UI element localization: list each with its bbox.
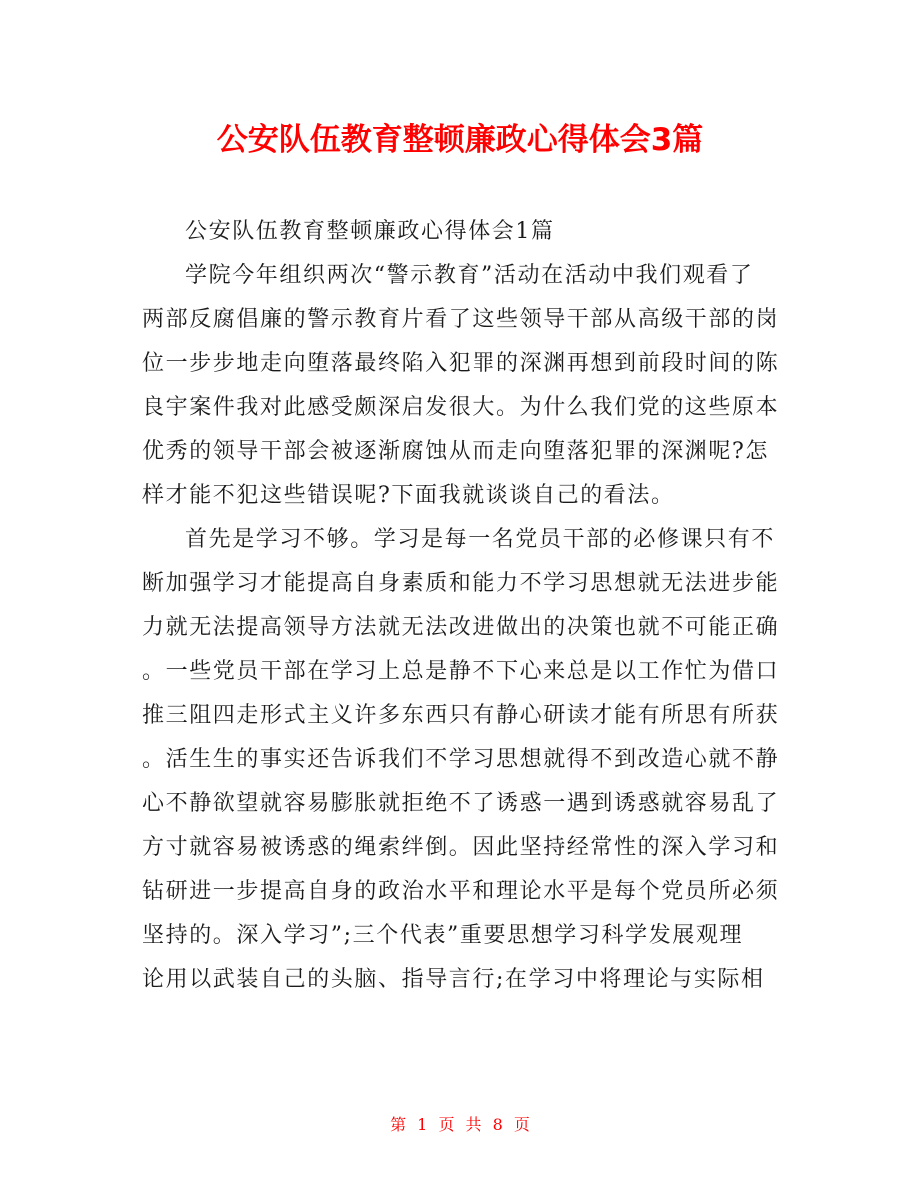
paragraph-line: 坚持的。深入学习”;三个代表”重要思想学习科学发展观理 xyxy=(142,923,744,948)
paragraph-line: 首先是学习不够。学习是每一名党员干部的必修课只有不 xyxy=(185,527,776,552)
page-number: 第 1 页 共 8 页 xyxy=(390,1115,530,1134)
paragraph-line: 钻研进一步提高自身的政治水平和理论水平是每个党员所必须 xyxy=(142,879,780,904)
paragraph-line: 心不静欲望就容易膨胀就拒绝不了诱惑一遇到诱惑就容易乱了 xyxy=(142,791,780,816)
paragraph-line: 推三阻四走形式主义许多东西只有静心研读才能有所思有所获 xyxy=(142,703,780,728)
paragraph-line: 良宇案件我对此感受颇深启发很大。为什么我们党的这些原本 xyxy=(142,395,780,420)
paragraph-line: 论用以武装自己的头脑、指导言行;在学习中将理论与实际相 xyxy=(142,967,765,992)
paragraph-line: 两部反腐倡廉的警示教育片看了这些领导干部从高级干部的岗 xyxy=(142,307,780,332)
paragraph-line: 学院今年组织两次“警示教育”活动在活动中我们观看了 xyxy=(185,263,754,288)
document-body xyxy=(142,210,787,1002)
document-title: 公安队伍教育整顿廉政心得体会3篇 xyxy=(216,122,704,158)
paragraph-line: 位一步步地走向堕落最终陷入犯罪的深渊再想到前段时间的陈 xyxy=(142,351,780,376)
paragraph-line: 力就无法提高领导方法就无法改进做出的决策也就不可能正确 xyxy=(142,615,780,640)
paragraph-line: 方寸就容易被诱惑的绳索绊倒。因此坚持经常性的深入学习和 xyxy=(142,835,780,860)
paragraph-line: 样才能不犯这些错误呢?下面我就谈谈自己的看法。 xyxy=(142,483,675,508)
paragraph-line: 断加强学习才能提高自身素质和能力不学习思想就无法进步能 xyxy=(142,571,780,596)
section-heading: 公安队伍教育整顿廉政心得体会1篇 xyxy=(185,219,555,244)
paragraph-line: 。一些党员干部在学习上总是静不下心来总是以工作忙为借口 xyxy=(142,659,780,684)
paragraph-line: 优秀的领导干部会被逐渐腐蚀从而走向堕落犯罪的深渊呢?怎 xyxy=(142,439,769,464)
paragraph-line: 。活生生的事实还告诉我们不学习思想就得不到改造心就不静 xyxy=(142,747,780,772)
